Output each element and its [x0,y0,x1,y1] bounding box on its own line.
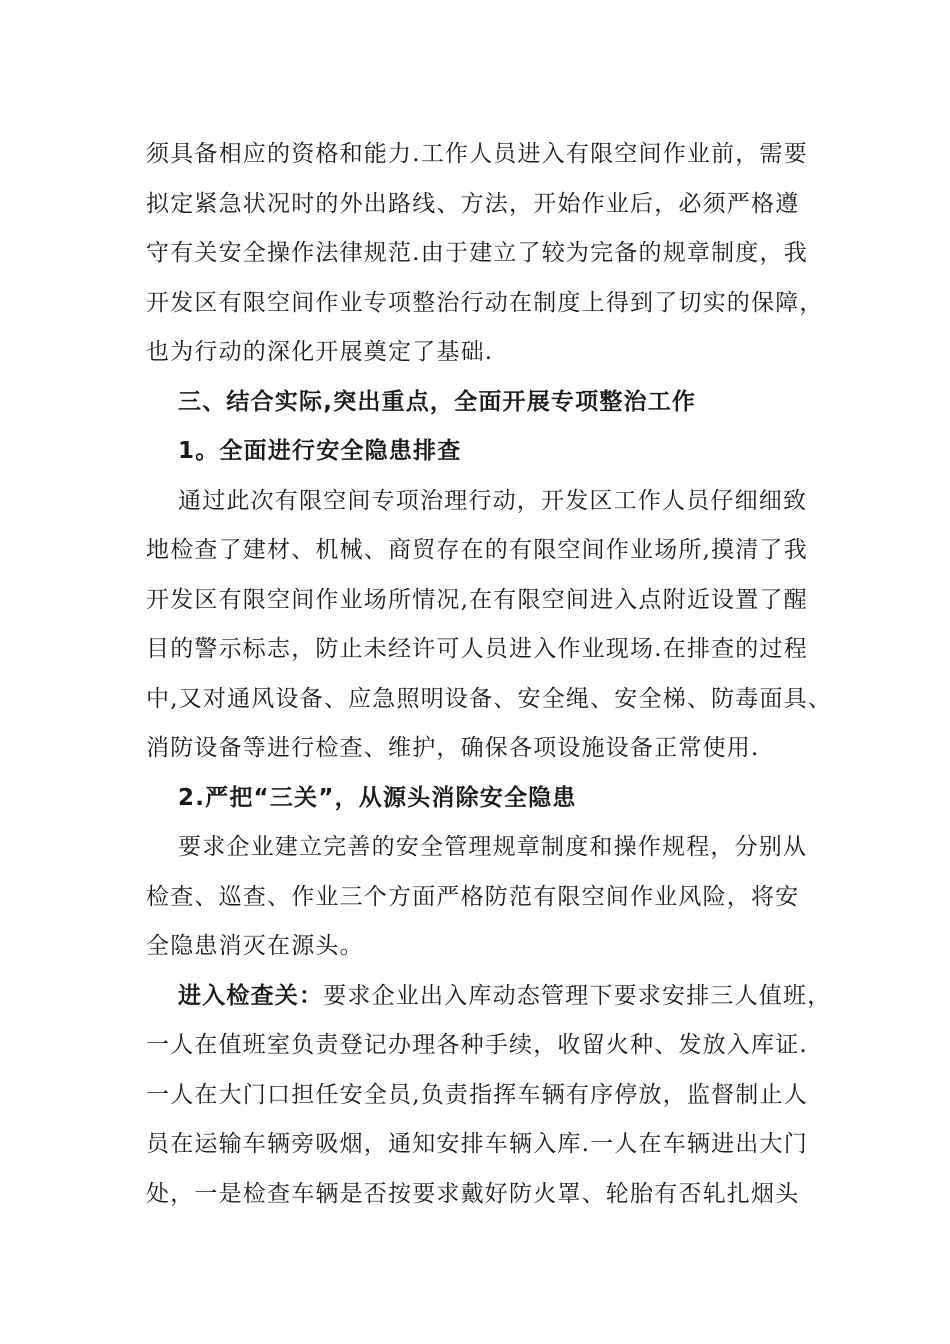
paragraph-line: 全隐患消灭在源头。 [146,933,364,959]
paragraph-lead: 进入检查关： [178,982,324,1009]
paragraph-line: 消防设备等进行检查、维护，确保各项设施设备正常使用. [146,735,760,761]
paragraph-line: 地检查了建材、机械、商贸存在的有限空间作业场所,摸清了我 [146,537,808,563]
body-line: 拟定紧急状况时的外出路线、方法，开始作业后，必须严格遵 [146,190,800,217]
body-line: 守有关安全操作法律规范.由于建立了较为完备的规章制度，我 [146,240,808,266]
paragraph-line: 开发区有限空间作业场所情况,在有限空间进入点附近设置了醒 [146,586,808,613]
body-line: 开发区有限空间作业专项整治行动在制度上得到了切实的保障， [146,289,824,316]
paragraph-text: 要求企业出入库动态管理下要求安排三人值班， [323,982,832,1009]
paragraph-line: 通过此次有限空间专项治理行动，开发区工作人员仔细细致 [178,487,808,514]
body-line: 也为行动的深化开展奠定了基础. [146,339,494,365]
paragraph-line: 一人在大门口担任安全员,负责指挥车辆有序停放，监督制止人 [146,1081,808,1108]
paragraph-line: 要求企业建立完善的安全管理规章制度和操作规程，分别从 [178,834,808,860]
section-heading: 三、结合实际,突出重点，全面开展专项整治工作 [178,388,697,415]
paragraph-line: 一人在值班室负责登记办理各种手续，收留火种、发放入库证. [146,1032,808,1058]
subheading-1: 1。全面进行安全隐患排查 [178,438,462,464]
paragraph-line: 目的警示标志，防止未经许可人员进入作业现场.在排查的过程 [146,636,808,662]
body-line: 须具备相应的资格和能力.工作人员进入有限空间作业前，需要 [146,141,808,167]
document-body [146,130,833,1219]
paragraph-line [146,972,832,1022]
paragraph-line: 处，一是检查车辆是否按要求戴好防火罩、轮胎有否轧扎烟头 [146,1180,800,1207]
paragraph-line: 检查、巡查、作业三个方面严格防范有限空间作业风险，将安 [146,883,800,910]
paragraph-line: 员在运输车辆旁吸烟，通知安排车辆入库.一人在车辆进出大门 [146,1131,808,1157]
subheading-2: 2.严把“三关”，从源头消除安全隐患 [178,784,577,811]
paragraph-line: 中,又对通风设备、应急照明设备、安全绳、安全梯、防毒面具、 [146,685,833,712]
